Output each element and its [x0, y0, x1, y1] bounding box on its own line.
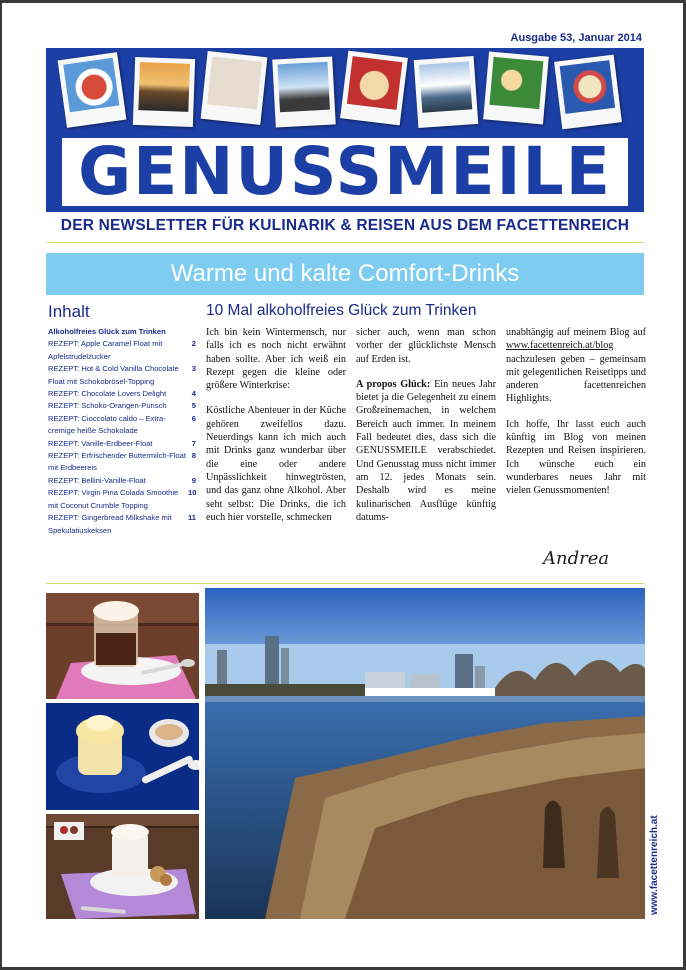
photo-chocolate-float: [46, 593, 199, 699]
paragraph-body: Ein neues Jahr bietet ja die Gelegenheit zu einem Großreinemachen, in welchem Bereich auch immer. In meinem Fall bedeutet dies, dass sich die GENUSSMEILE verabschiedet. Und Genusstag muss nicht immer am 12. jedes Monats sein. Deshalb wird es meine kulinarischen Ausflüge künftig datums-: [356, 378, 496, 523]
article-paragraph: [356, 378, 496, 524]
banner-photo-pastries: [554, 55, 622, 130]
banner-photo-sunset: [133, 57, 195, 127]
blog-link[interactable]: www.facettenreich.at/blog: [506, 340, 614, 352]
toc-entry[interactable]: REZEPT: Virgin Pina Colada Smoothie mit Coconut Crumble Topping 10: [48, 488, 197, 510]
article-column-1: [206, 326, 346, 536]
toc-entry[interactable]: REZEPT: Erfrischender Buttermilch-Float mit Erdbeereis 8: [48, 451, 196, 473]
article-heading: 10 Mal alkoholfreies Glück zum Trinken: [206, 302, 477, 319]
photo-cocoa-cookies: [46, 814, 199, 919]
article-column-2: [356, 326, 496, 536]
toc-heading: Inhalt: [48, 302, 90, 321]
toc-entry[interactable]: REZEPT: Hot & Cold Vanilla Chocolate Float mit Schokobrösel-Topping 3: [48, 364, 196, 386]
article-column-3: [506, 326, 646, 510]
toc-entry[interactable]: REZEPT: Chocolate Lovers Delight 4: [48, 389, 196, 399]
paragraph-lead: A propos Glück:: [356, 378, 431, 390]
toc-entry[interactable]: REZEPT: Apple Caramel Float mit Apfelstrudelzucker 2: [48, 339, 196, 361]
banner-photo-cup: [58, 52, 127, 128]
side-url[interactable]: www.facettenreich.at: [649, 815, 660, 915]
masthead-title: GENUSSMEILE: [78, 133, 612, 210]
toc-entry[interactable]: REZEPT: Bellini-Vanille-Float 9: [48, 475, 196, 485]
divider-rule: [46, 583, 644, 584]
banner-photo-lake: [414, 56, 479, 128]
banner-photo-cupcakes: [483, 52, 549, 125]
table-of-contents: [48, 326, 196, 537]
paragraph-body: nachzulesen geben – gemeinsam mit gelegentlichen Reisetipps und anderen facettenreichen Highlights.: [506, 353, 646, 405]
article-paragraph: [506, 326, 646, 406]
toc-entry[interactable]: REZEPT: Vanille-Erdbeer-Float 7: [48, 438, 196, 448]
newsletter-subtitle: DER NEWSLETTER FÜR KULINARIK & REISEN AUS DEM FACETTENREICH: [60, 217, 630, 234]
toc-entry[interactable]: REZEPT: Gingerbread Milkshake mit Spekulatiuskeksen 11: [48, 513, 197, 535]
paragraph-body: unabhängig auf meinem Blog auf: [506, 327, 646, 338]
banner-photo-spoons: [201, 51, 268, 125]
article-paragraph: sicher auch, wenn man schon vorher der glücklichste Mensch auf Erden ist.: [356, 327, 496, 365]
masthead-banner: [46, 48, 644, 212]
signature: Andrea: [543, 548, 610, 569]
article-paragraph: Köstliche Abenteuer in der Küche gehören zweifellos dazu. Neuerdings kann ich mich auch mit Drinks ganz wunderbar über die eine oder andere Unpässlichkeit hinwegtrösten, und das ganz ohne Alkohol. Aber seht selbst: Die Drinks, die ich euch hier vorstelle, schmecken: [206, 405, 346, 523]
issue-label: Ausgabe 53, Januar 2014: [510, 32, 642, 44]
issue-theme-band: Warme und kalte Comfort-Drinks: [46, 253, 644, 295]
photo-danube-skyline: [205, 588, 645, 919]
toc-entry[interactable]: REZEPT: Cioccolato caldo – Extra-cremige heiße Schokolade 6: [48, 413, 196, 436]
banner-photo-cake: [340, 51, 408, 126]
divider-rule: [46, 242, 644, 243]
article-paragraph: Ich hoffe, Ihr lasst euch auch künftig im Blog von meinen Rezepten und Reisen inspirieren. Ich wünsche euch ein wunderbares neues Jahr mit vielen Genussmomenten!: [506, 418, 646, 497]
toc-section-title: Alkoholfreies Glück zum Trinken: [48, 327, 166, 336]
article-paragraph: Ich bin kein Wintermensch, nur falls ich es noch nicht erwähnt haben sollte. Aber ich weiß ein Rezept gegen die kleine oder größere Winterkrise:: [206, 327, 346, 392]
toc-entry[interactable]: REZEPT: Schoko-Orangen-Punsch 5: [48, 401, 196, 411]
masthead-panel: [62, 133, 628, 210]
photo-vanilla-float: [46, 703, 199, 810]
banner-photo-geyser: [272, 56, 335, 127]
